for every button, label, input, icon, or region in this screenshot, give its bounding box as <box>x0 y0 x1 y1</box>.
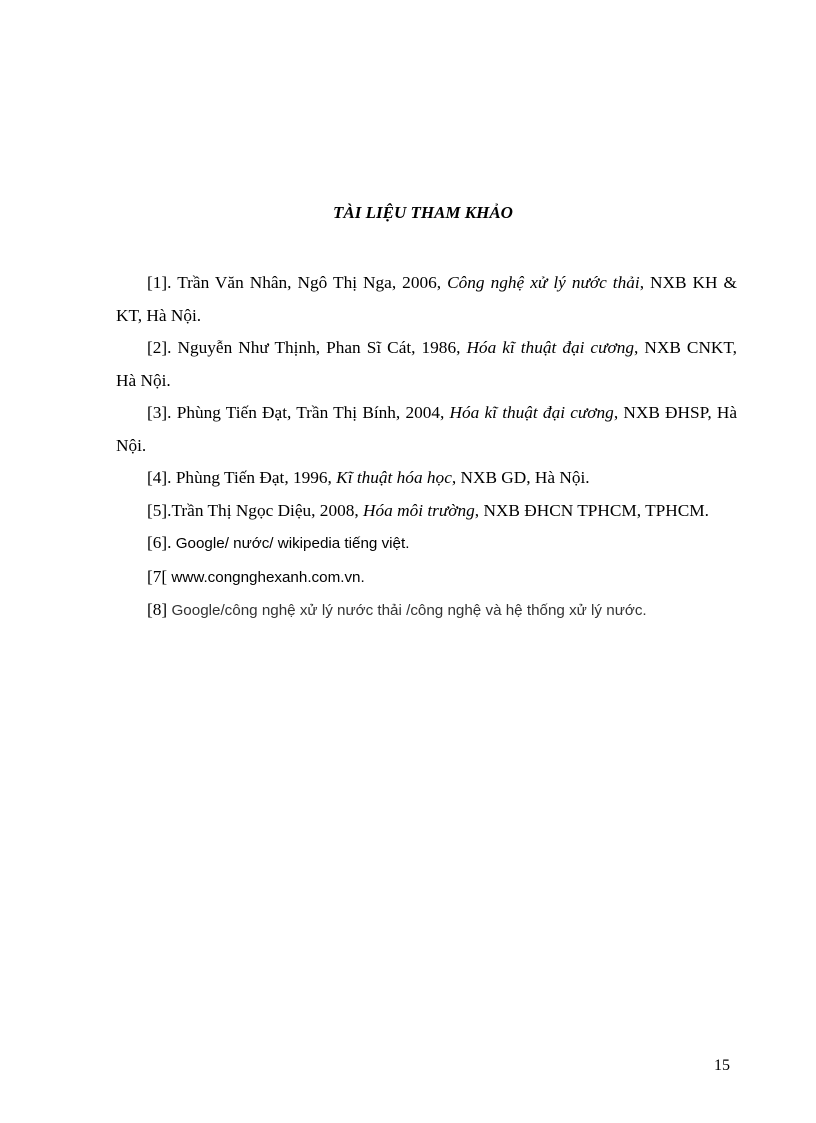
reference-number: [8] <box>147 600 168 619</box>
reference-number: [4]. <box>147 468 172 487</box>
reference-item-1 <box>116 267 737 332</box>
reference-text: Google/ nước/ wikipedia tiếng việt. <box>175 535 410 552</box>
reference-work-title: Công nghệ xử lý nước thải <box>447 273 640 292</box>
reference-number: [5]. <box>147 500 172 520</box>
reference-number: [7[ <box>147 566 168 586</box>
page-number: 15 <box>714 1057 730 1074</box>
reference-publisher: , NXB GD, Hà Nội. <box>451 468 590 487</box>
reference-authors: Phùng Tiến Đạt, 1996, <box>175 468 337 487</box>
references-title: TÀI LIỆU THAM KHẢO <box>333 203 513 222</box>
reference-item-5 <box>116 495 737 528</box>
reference-authors: Trần Thị Ngọc Diệu, 2008, <box>171 500 364 520</box>
reference-work-title: Kĩ thuật hóa học <box>336 468 452 487</box>
reference-authors: Nguyễn Như Thịnh, Phan Sĩ Cát, 1986, <box>177 338 467 357</box>
reference-work-title: Hóa môi trường <box>363 500 475 520</box>
reference-number: [3]. <box>147 403 172 422</box>
reference-text: Google/công nghệ xử lý nước thải /công nghệ và hệ thống xử lý nước. <box>171 602 647 619</box>
reference-authors: Phùng Tiến Đạt, Trần Thị Bính, 2004, <box>176 403 450 422</box>
reference-item-2 <box>116 332 737 397</box>
reference-publisher: , NXB KH & KT, Hà Nội. <box>116 273 737 325</box>
reference-list <box>116 267 737 628</box>
reference-publisher: , NXB ĐHSP, Hà Nội. <box>116 403 737 455</box>
reference-item-4 <box>116 462 737 495</box>
reference-work-title: Hóa kĩ thuật đại cương <box>466 338 635 357</box>
reference-work-title: Hóa kĩ thuật đại cương <box>449 403 614 422</box>
reference-publisher: , NXB CNKT, Hà Nội. <box>116 338 738 390</box>
reference-item-7 <box>116 561 737 595</box>
reference-number: [1]. <box>147 273 172 292</box>
reference-item-6 <box>116 527 737 561</box>
reference-publisher: , NXB ĐHCN TPHCM, TPHCM. <box>474 500 709 520</box>
reference-url: www.congnghexanh.com.vn. <box>171 568 365 586</box>
reference-item-8 <box>116 594 737 628</box>
reference-number: [6]. <box>147 533 172 552</box>
reference-number: [2]. <box>147 338 172 357</box>
reference-item-3 <box>116 397 737 462</box>
reference-authors: Trần Văn Nhân, Ngô Thị Nga, 2006, <box>177 273 448 292</box>
